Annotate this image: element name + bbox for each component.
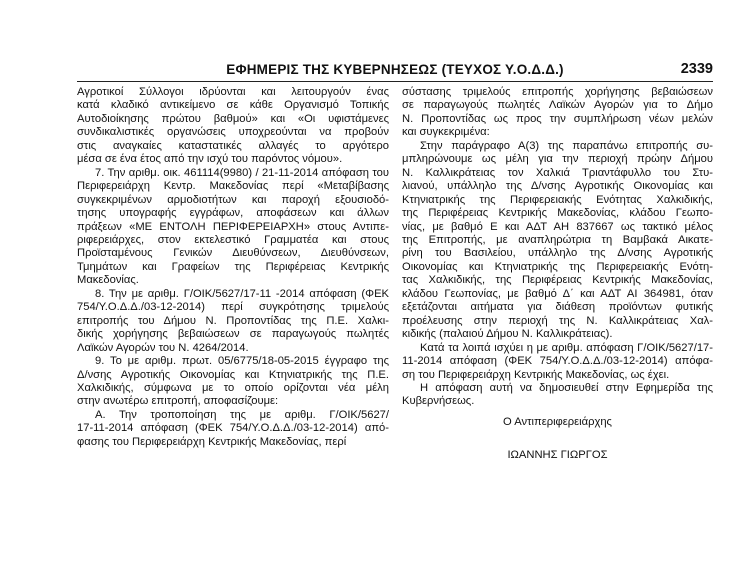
text-line: λιανού, υπάλληλο της Δ/νσης Αγροτικής Οικονομίας και bbox=[402, 180, 713, 193]
text-line: 17-11-2014 απόφαση (ΦΕΚ 754/Υ.Ο.Δ.Δ./03-12-2014) από- bbox=[77, 422, 389, 435]
signature-name: ΙΩΑΝΝΗΣ ΓΙΩΡΓΟΣ bbox=[507, 449, 608, 462]
text-line: μέσα σε ένα έτος από την ισχύ του παρόντος νόμου». bbox=[77, 153, 343, 166]
text-line: Δ/νσης Αγροτικής Οικονομίας και Κτηνιατρικής της Π.Ε. bbox=[77, 368, 389, 381]
text-line: Μακεδονίας. bbox=[77, 274, 139, 287]
text-line: Αυτοδιοίκησης πρώτου βαθμού» και «Οι υφιστάμενες bbox=[77, 112, 389, 125]
text-line: της Περιφέρειας Κεντρικής Μακεδονίας, κλάδου Γεωπο- bbox=[402, 207, 713, 220]
text-line: Χαλκιδικής, σύμφωνα με το οποίο ορίζονται νέα μέλη bbox=[77, 381, 389, 394]
text-line: και συγκεκριμένα: bbox=[402, 126, 490, 139]
text-line: Προϊσταμένους Γενικών Διευθύνσεων, Διευθύνσεων, bbox=[77, 247, 389, 260]
text-line: φασης του Περιφερειάρχη Κεντρικής Μακεδονίας, περί bbox=[77, 435, 347, 448]
text-line: ρίνη του Βασιλείου, υπάλληλο της Δ/νσης Αγροτικής bbox=[402, 247, 713, 260]
text-line: Κτηνιατρικής της Περιφερειακής Ενότητας Χαλκιδικής, bbox=[402, 193, 713, 206]
text-line: Στην παράγραφο Α(3) της παραπάνω επιτροπής συ- bbox=[420, 139, 713, 152]
text-line: στις αναγκαίες καταστατικές αλλαγές το αργότερο bbox=[77, 139, 389, 152]
text-line: Η απόφαση αυτή να δημοσιευθεί στην Εφημερίδα της bbox=[420, 381, 713, 394]
text-line: νίας, με βαθμό Ε και ΑΔΤ ΑΗ 837667 ως τακτικό μέλος bbox=[402, 220, 713, 233]
text-line: Τμημάτων και Γραφείων της Περιφέρειας Κεντρικής bbox=[77, 260, 389, 273]
text-line: Κατά τα λοιπά ισχύει η με αριθμ. απόφαση Γ/ΟΙΚ/5627/17- bbox=[420, 341, 713, 354]
left-column bbox=[77, 86, 389, 449]
text-line: μπληρώνουμε ως μέλη για την περιοχή πρώην Δήμου bbox=[402, 153, 713, 166]
text-line: Ν. Καλλικράτειας τον Χαλκιά Τριαντάφυλλο του Στυ- bbox=[402, 166, 713, 179]
text-line: προέλευσης στην περιοχή της Ν. Καλλικράτειας Χαλ- bbox=[402, 314, 713, 327]
text-line: τησης υπογραφής εγγράφων, αποφάσεων και άλλων bbox=[77, 207, 389, 220]
text-line: Ν. Προποντίδας ως προς την συμπλήρωση νέων μελών bbox=[402, 112, 713, 125]
text-line: της Επιτροπής, με αναπληρώτρια τη Βαμβακά Αικατε- bbox=[402, 233, 713, 246]
text-line: επιτροπής του Δήμου Ν. Προποντίδας της Π.Ε. Χαλκι- bbox=[77, 314, 389, 327]
text-line: 11-2014 απόφαση (ΦΕΚ 754/Υ.Ο.Δ.Δ./03-12-2014) απόφα- bbox=[402, 355, 713, 368]
text-line: 7. Την αριθμ. οικ. 461114(9980) / 21-11-2014 απόφαση του bbox=[95, 166, 389, 179]
text-line: Α. Την τροποποίηση της με αριθμ. Γ/ΟΙΚ/5627/ bbox=[95, 408, 389, 421]
text-line: Περιφερειάρχη Κεντρ. Μακεδονίας περί «Μεταβίβασης bbox=[77, 180, 389, 193]
right-column bbox=[402, 86, 713, 463]
text-line: Αγροτικοί Σύλλογοι ιδρύονται και λειτουργούν ένας bbox=[77, 86, 389, 98]
text-line: τας Χαλκιδικής, της Περιφέρειας Κεντρικής Μακεδονίας, bbox=[402, 274, 713, 287]
text-line: κατά κλαδικό αντικείμενο σε κάθε Οργανισμό Τοπικής bbox=[77, 99, 389, 112]
text-line: 9. Το με αριθμ. πρωτ. 05/6775/18-05-2015 έγγραφο της bbox=[95, 355, 389, 368]
text-line: 8. Την με αριθμ. Γ/ΟΙΚ/5627/17-11 -2014 απόφαση (ΦΕΚ bbox=[95, 287, 389, 300]
text-line: κιδικής (παλαιού Δήμου Ν. Καλλικράτειας). bbox=[402, 328, 613, 341]
text-line: εξετάζονται αιτήματα για διάθεση προϊόντων φυτικής bbox=[402, 301, 713, 314]
text-line: ριφερειάρχες, στον εκτελεστικό Γραμματέα και στους bbox=[77, 233, 389, 246]
text-line: Λαϊκών Αγορών του Ν. 4264/2014. bbox=[77, 341, 249, 354]
text-line: Κυβερνήσεως. bbox=[402, 395, 475, 408]
text-line: ση του Περιφερειάρχη Κεντρικής Μακεδονίας, ως έχει. bbox=[402, 368, 670, 381]
text-line: στην ανωτέρω επιτροπή, αποφασίζουμε: bbox=[77, 395, 279, 408]
text-line: κλάδου Γεωπονίας, με βαθμό Δ΄ και ΑΔΤ ΑΙ 364981, όταν bbox=[402, 287, 713, 300]
page-number: 2339 bbox=[680, 61, 713, 77]
text-line: συγκεκριμένων αρμοδιοτήτων και παροχή εξουσιοδό- bbox=[77, 193, 389, 206]
text-line: πράξεων «ΜΕ ΕΝΤΟΛΗ ΠΕΡΙΦΕΡΕΙΑΡΧΗ» στους Αντιπε- bbox=[77, 220, 389, 233]
text-line: σε παραγωγούς πωλητές Λαϊκών Αγορών για το Δήμο bbox=[402, 99, 713, 112]
page-header bbox=[77, 60, 713, 82]
text-line: σύστασης τριμελούς επιτροπής χορήγησης βεβαιώσεων bbox=[402, 86, 713, 98]
text-line: δικής χορήγησης βεβαιώσεων σε παραγωγούς πωλητές bbox=[77, 328, 389, 341]
signature-role: Ο Αντιπεριφερειάρχης bbox=[503, 415, 612, 428]
text-line: συνδικαλιστικές οργανώσεις υποχρεούνται να προβούν bbox=[77, 126, 389, 139]
gazette-title: ΕΦΗΜΕΡΙΣ ΤΗΣ ΚΥΒΕΡΝΗΣΕΩΣ (ΤΕΥΧΟΣ Υ.Ο.Δ.Δ.) bbox=[226, 62, 564, 77]
header-rule bbox=[77, 81, 713, 82]
text-line: 754/Υ.Ο.Δ.Δ./03-12-2014) περί συγκρότησης τριμελούς bbox=[77, 301, 389, 314]
text-line: Οικονομίας και Κτηνιατρικής της Περιφερειακής Ενότη- bbox=[402, 260, 713, 273]
